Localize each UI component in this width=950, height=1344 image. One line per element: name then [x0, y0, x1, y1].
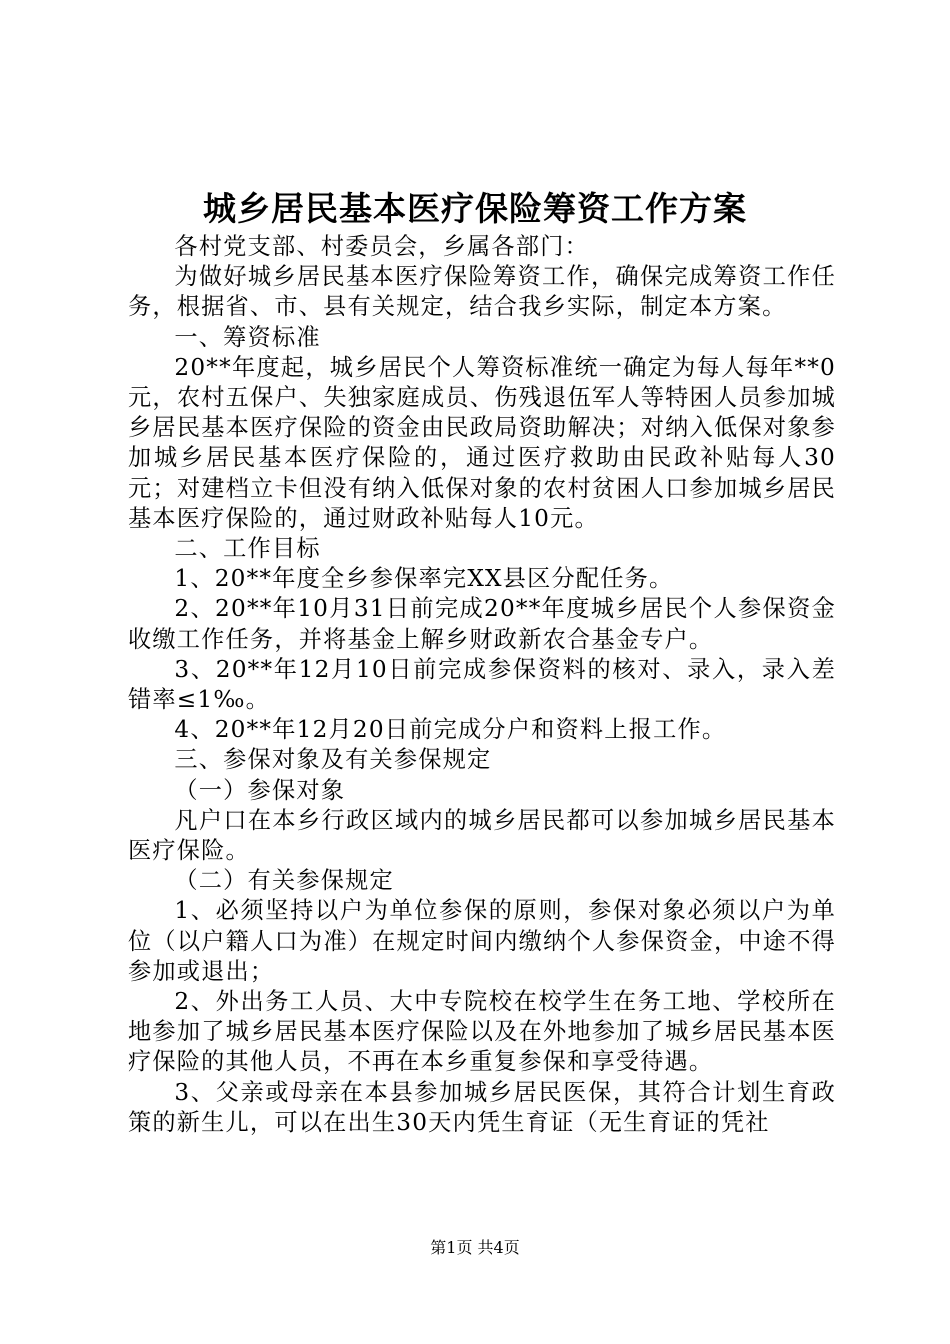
list-item: 2、外出务工人员、大中专院校在校学生在务工地、学校所在地参加了城乡居民基本医疗保险以及在外地参加了城乡居民基本医疗保险的其他人员，不再在本乡重复参保和享受待遇。: [128, 988, 836, 1076]
list-item: 3、20**年12月10日前完成参保资料的核对、录入，录入差错率≤1‰。: [128, 655, 836, 714]
page-number: 第1页 共4页: [430, 1238, 520, 1257]
subsection-heading: （二）有关参保规定: [174, 867, 394, 895]
body-paragraph: 凡户口在本乡行政区域内的城乡居民都可以参加城乡居民基本医疗保险。: [128, 806, 836, 865]
document-title: 城乡居民基本医疗保险筹资工作方案: [203, 189, 747, 228]
document-body: [128, 232, 836, 1138]
list-item: 1、必须坚持以户为单位参保的原则，参保对象必须以户为单位（以户籍人口为准）在规定时间内缴纳个人参保资金，中途不得参加或退出；: [128, 897, 836, 985]
section-heading: 二、工作目标: [174, 535, 321, 563]
section-heading: 一、筹资标准: [174, 323, 321, 351]
section-heading: 三、参保对象及有关参保规定: [174, 746, 492, 774]
body-paragraph: 20**年度起，城乡居民个人筹资标准统一确定为每人每年**0元，农村五保户、失独家庭成员、伤残退伍军人等特困人员参加城乡居民基本医疗保险的资金由民政局资助解决；对纳入低保对象参加城乡居民基本医疗保险的，通过医疗救助由民政补贴每人30元；对建档立卡但没有纳入低保对象的农村贫困人口参加城乡居民基本医疗保险的，通过财政补贴每人10元。: [128, 353, 836, 532]
intro-paragraph: 为做好城乡居民基本医疗保险筹资工作，确保完成筹资工作任务，根据省、市、县有关规定，结合我乡实际，制定本方案。: [128, 263, 836, 321]
list-item: 2、20**年10月31日前完成20**年度城乡居民个人参保资金收缴工作任务，并将基金上解乡财政新农合基金专户。: [128, 595, 836, 653]
list-item: 1、20**年度全乡参保率完XX县区分配任务。: [174, 565, 674, 593]
list-item: 3、父亲或母亲在本县参加城乡居民医保，其符合计划生育政策的新生儿，可以在出生30天内凭生育证（无生育证的凭社: [128, 1078, 836, 1136]
list-item: 4、20**年12月20日前完成分户和资料上报工作。: [174, 716, 727, 744]
subsection-heading: （一）参保对象: [174, 776, 346, 804]
salutation-paragraph: 各村党支部、村委员会，乡属各部门：: [174, 233, 589, 260]
